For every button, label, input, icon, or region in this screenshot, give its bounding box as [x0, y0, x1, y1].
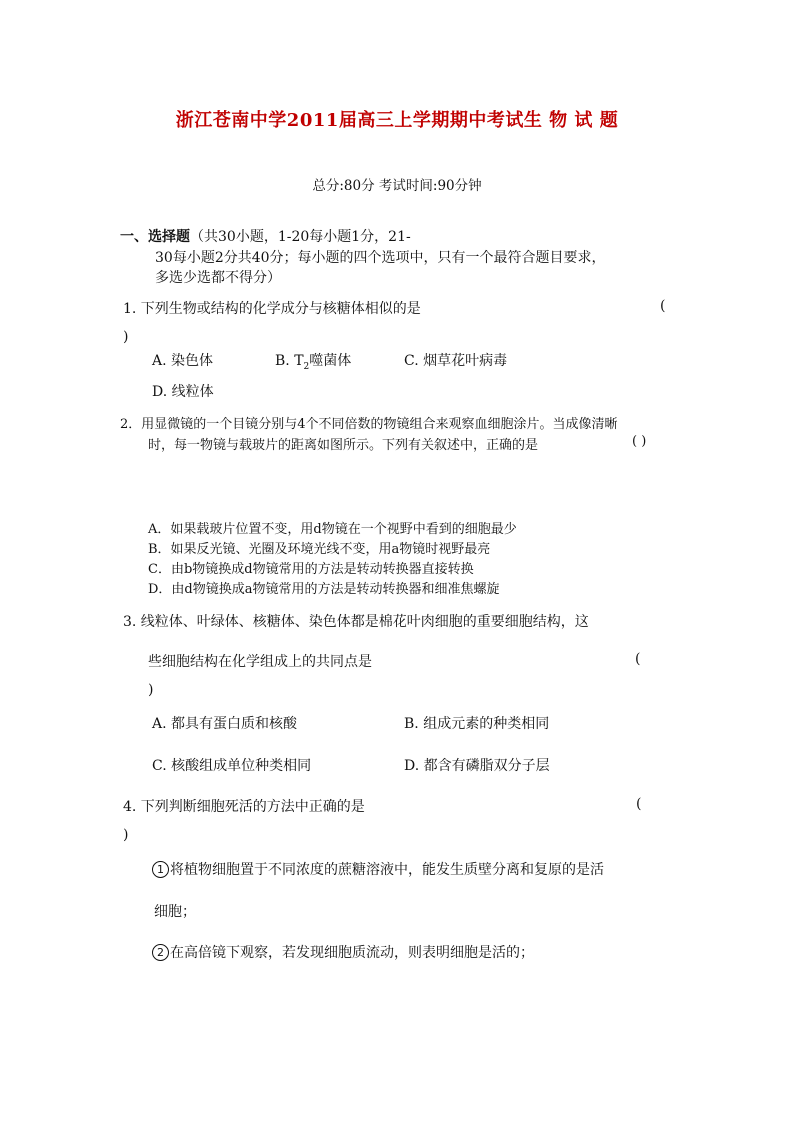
question-2-option-d: D．由d物镜换成a物镜常用的方法是转动转换器和细准焦螺旋: [148, 582, 500, 597]
question-2-stem-1: 2．用显微镜的一个目镜分别与4个不同倍数的物镜组合来观察血细胞涂片。当成像清晰: [120, 417, 618, 432]
circled-number-2: 2: [152, 944, 169, 961]
question-1-option-b: [275, 350, 351, 372]
question-1-option-d: D. 线粒体: [152, 384, 214, 400]
question-1-option-c: C. 烟草花叶病毒: [404, 353, 508, 369]
question-3-paren-close: ): [148, 682, 154, 698]
question-2-option-a: A．如果载玻片位置不变，用d物镜在一个视野中看到的细胞最少: [148, 522, 517, 537]
section-instructions-3: 多选少选都不得分）: [155, 270, 281, 286]
question-3-paren-open: (: [635, 651, 641, 667]
section-instructions-2: 30每小题2分共40分；每小题的四个选项中，只有一个最符合题目要求，: [155, 250, 606, 266]
section-instructions-1: （共30小题，1-20每小题1分，21-: [190, 229, 411, 245]
question-4-item-1-cont: 细胞；: [154, 904, 196, 920]
question-2-stem-2: 时，每一物镜与载玻片的距离如图所示。下列有关叙述中，正确的是: [148, 438, 539, 453]
question-4-stem: 4. 下列判断细胞死活的方法中正确的是: [123, 799, 365, 815]
question-3-option-b: B. 组成元素的种类相同: [404, 716, 550, 732]
question-4-paren-close: ): [123, 827, 129, 843]
question-3-stem-2: 些细胞结构在化学组成上的共同点是: [148, 654, 372, 670]
page-title: 浙江苍南中学2011届高三上学期期中考试生 物 试 题: [175, 110, 619, 131]
question-2-option-b: B．如果反光镜、光圈及环境光线不变，用a物镜时视野最亮: [148, 542, 491, 557]
circled-number-1: 1: [152, 861, 169, 878]
option-b-suffix: 噬菌体: [309, 353, 352, 369]
question-3-option-d: D. 都含有磷脂双分子层: [404, 758, 550, 774]
question-1-option-a: A. 染色体: [152, 353, 214, 369]
question-2-paren: ( ): [632, 434, 647, 449]
item-1-text: 将植物细胞置于不同浓度的蔗糖溶液中，能发生质壁分离和复原的是活: [170, 862, 604, 878]
option-b-prefix: B. T: [275, 353, 304, 369]
item-2-text: 在高倍镜下观察，若发现细胞质流动，则表明细胞是活的；: [170, 945, 534, 961]
question-2-option-c: C．由b物镜换成d物镜常用的方法是转动转换器直接转换: [148, 562, 474, 577]
question-3-option-c: C. 核酸组成单位种类相同: [152, 758, 312, 774]
question-1-stem: 1. 下列生物或结构的化学成分与核糖体相似的是: [123, 301, 421, 317]
question-1-paren-open: (: [660, 298, 666, 314]
question-3-stem-1: 3. 线粒体、叶绿体、核糖体、染色体都是棉花叶肉细胞的重要细胞结构，这: [123, 614, 589, 630]
section-title: 一、选择题: [120, 229, 190, 245]
question-3-option-a: A. 都具有蛋白质和核酸: [152, 716, 298, 732]
question-4-item-1: [152, 859, 604, 879]
question-4-paren-open: (: [636, 796, 642, 812]
exam-info: 总分:80分 考试时间:90分钟: [312, 178, 482, 194]
option-b-subscript: 2: [303, 361, 310, 372]
question-1-paren-close: ): [123, 329, 129, 345]
section-heading: [120, 226, 411, 246]
question-4-item-2: [152, 942, 534, 962]
